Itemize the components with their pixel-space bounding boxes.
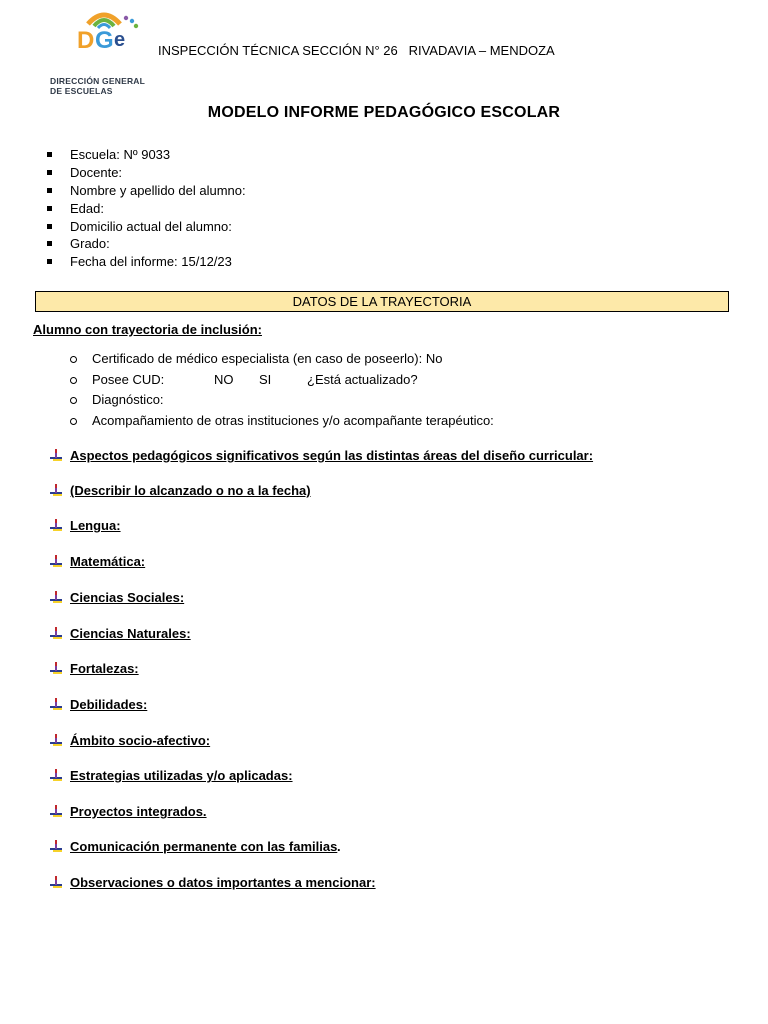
document-title: MODELO INFORME PEDAGÓGICO ESCOLAR (207, 104, 561, 121)
square-bullet-icon (47, 188, 52, 193)
section-header-trayectoria: DATOS DE LA TRAYECTORIA (35, 291, 729, 312)
pushpin-icon (48, 626, 64, 642)
field-label: Docente: (70, 164, 123, 180)
inclusion-items-list (70, 349, 494, 432)
logo-org-line2: DE ESCUELAS (50, 86, 113, 96)
field-label: Nombre y apellido del alumno: (70, 182, 246, 198)
circle-bullet-icon (70, 397, 77, 404)
pushpin-icon (48, 590, 64, 606)
pushpin-icon (48, 554, 64, 570)
area-label: Comunicación permanente con las familias (70, 839, 338, 854)
item-cud (70, 370, 494, 391)
field-label: Grado: (70, 236, 110, 252)
pushpin-icon (48, 875, 64, 891)
area-label: Lengua: (70, 518, 121, 533)
pushpin-icon (48, 448, 64, 464)
item-acompanamiento (70, 411, 494, 432)
square-bullet-icon (47, 241, 52, 246)
field-school (44, 146, 246, 164)
field-label: Domicilio actual del alumno: (70, 218, 232, 234)
student-fields-list (44, 146, 246, 271)
pushpin-icon (48, 661, 64, 677)
circle-bullet-icon (70, 418, 77, 425)
field-label: Fecha del informe: 15/12/23 (70, 254, 232, 270)
field-address (44, 218, 246, 236)
cud-option-si: SI (259, 371, 272, 387)
item-diagnostico (70, 390, 494, 411)
circle-bullet-icon (70, 356, 77, 363)
svg-text:D: D (77, 27, 95, 54)
area-label: Ciencias Sociales: (70, 590, 185, 605)
area-label: Matemática: (70, 554, 146, 569)
field-report-date (44, 253, 246, 271)
area-label: Debilidades: (70, 697, 148, 712)
cud-option-no: NO (214, 371, 234, 387)
cud-updated-question: ¿Está actualizado? (307, 371, 418, 387)
cud-label: Posee CUD: (92, 371, 165, 387)
square-bullet-icon (47, 170, 52, 175)
item-certificado (70, 349, 494, 370)
area-label: Aspectos pedagógicos significativos según las distintas áreas del diseño curricular: (70, 448, 594, 463)
pushpin-icon (48, 483, 64, 499)
square-bullet-icon (47, 224, 52, 229)
dge-emblem-icon (74, 4, 154, 74)
field-label: Edad: (70, 200, 104, 216)
area-label: Estrategias utilizadas y/o aplicadas: (70, 768, 293, 783)
pushpin-icon (48, 697, 64, 713)
square-bullet-icon (47, 259, 52, 264)
area-label: Proyectos integrados. (70, 804, 207, 819)
svg-text:e: e (114, 29, 126, 51)
circle-bullet-icon (70, 377, 77, 384)
pushpin-icon (48, 804, 64, 820)
inspection-header: INSPECCIÓN TÉCNICA SECCIÓN N° 26 RIVADAVIA – MENDOZA (158, 43, 555, 58)
field-teacher (44, 164, 246, 182)
square-bullet-icon (47, 206, 52, 211)
area-label: Observaciones o datos importantes a mencionar: (70, 875, 376, 890)
pushpin-icon (48, 733, 64, 749)
area-label: Fortalezas: (70, 661, 139, 676)
area-label-tail: . (337, 839, 341, 854)
logo-org-line1: DIRECCIÓN GENERAL (50, 76, 146, 86)
svg-text:G: G (95, 27, 114, 54)
pushpin-icon (48, 768, 64, 784)
square-bullet-icon (47, 152, 52, 157)
dge-logo (48, 4, 160, 98)
field-student-name (44, 182, 246, 200)
item-text: Acompañamiento de otras instituciones y/o acompañante terapéutico: (92, 413, 494, 429)
area-label: Ciencias Naturales: (70, 626, 191, 641)
pushpin-icon (48, 518, 64, 534)
item-text: Diagnóstico: (92, 392, 164, 408)
area-label: Ámbito socio-afectivo: (70, 733, 211, 748)
field-age (44, 200, 246, 218)
area-label: (Describir lo alcanzado o no a la fecha) (70, 483, 311, 498)
field-label: Escuela: Nº 9033 (70, 147, 171, 162)
inclusion-heading: Alumno con trayectoria de inclusión: (33, 322, 262, 337)
pushpin-icon (48, 839, 64, 855)
field-grade (44, 235, 246, 253)
item-text: Certificado de médico especialista (en caso de poseerlo): No (92, 351, 443, 366)
